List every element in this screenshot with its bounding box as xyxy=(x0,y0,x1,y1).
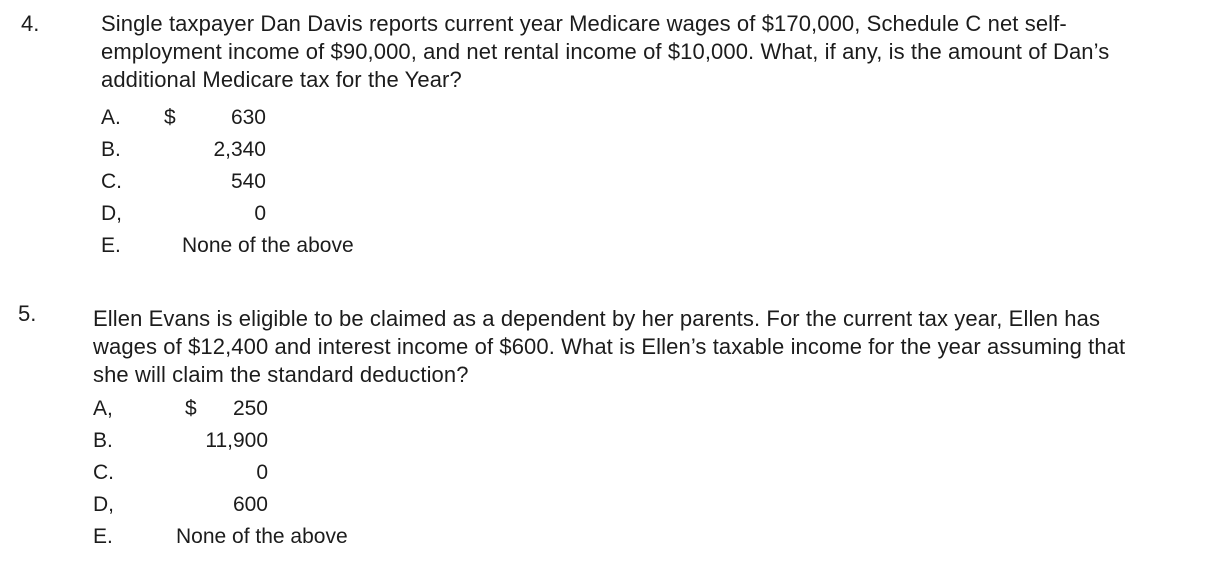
answer-choice-d[interactable] xyxy=(93,489,393,521)
choice-value: 600 xyxy=(232,493,268,516)
choice-value: 630 xyxy=(230,106,266,129)
answer-choice-a[interactable] xyxy=(101,102,401,134)
answer-choice-e[interactable] xyxy=(93,521,393,553)
answer-choice-c[interactable] xyxy=(93,457,393,489)
answer-choice-b[interactable] xyxy=(93,425,393,457)
question-number: 4. xyxy=(21,11,40,36)
choice-letter: B. xyxy=(101,138,121,161)
choice-letter: C. xyxy=(93,461,114,484)
answer-choice-d[interactable] xyxy=(101,198,401,230)
answer-choice-b[interactable] xyxy=(101,134,401,166)
choice-dollar-sign: $ xyxy=(185,397,197,420)
question-number: 5. xyxy=(18,301,37,326)
answer-choice-e[interactable] xyxy=(101,230,401,262)
choice-value: None of the above xyxy=(176,525,348,548)
choice-letter: E. xyxy=(93,525,113,548)
choice-value: 11,900 xyxy=(205,429,268,452)
choice-value: 2,340 xyxy=(213,138,266,161)
choice-letter: A, xyxy=(93,397,113,420)
choice-letter: D, xyxy=(93,493,114,516)
question-text: Single taxpayer Dan Davis reports current year Medicare wages of $170,000, Schedule C net self-employment income of $90,000, and net rental income of $10,000. What, if any, is the amount of Dan’s additional Medicare tax for the Year? xyxy=(101,11,1110,92)
answer-choice-c[interactable] xyxy=(101,166,401,198)
choice-value: 0 xyxy=(254,202,266,225)
choice-letter: A. xyxy=(101,106,121,129)
choice-value: 540 xyxy=(230,170,266,193)
choice-value: 0 xyxy=(256,461,268,484)
choice-value: None of the above xyxy=(182,234,354,257)
choice-letter: E. xyxy=(101,234,121,257)
choice-letter: B. xyxy=(93,429,113,452)
choice-letter: C. xyxy=(101,170,122,193)
choice-value: 250 xyxy=(232,397,268,420)
answer-choice-a[interactable] xyxy=(93,393,393,425)
question-text: Ellen Evans is eligible to be claimed as a dependent by her parents. For the current tax year, Ellen has wages of $12,400 and interest income of $600. What is Ellen’s taxable income for the year assuming that she will claim the standard deduction? xyxy=(93,306,1126,387)
choice-letter: D, xyxy=(101,202,122,225)
choice-dollar-sign: $ xyxy=(164,106,176,129)
